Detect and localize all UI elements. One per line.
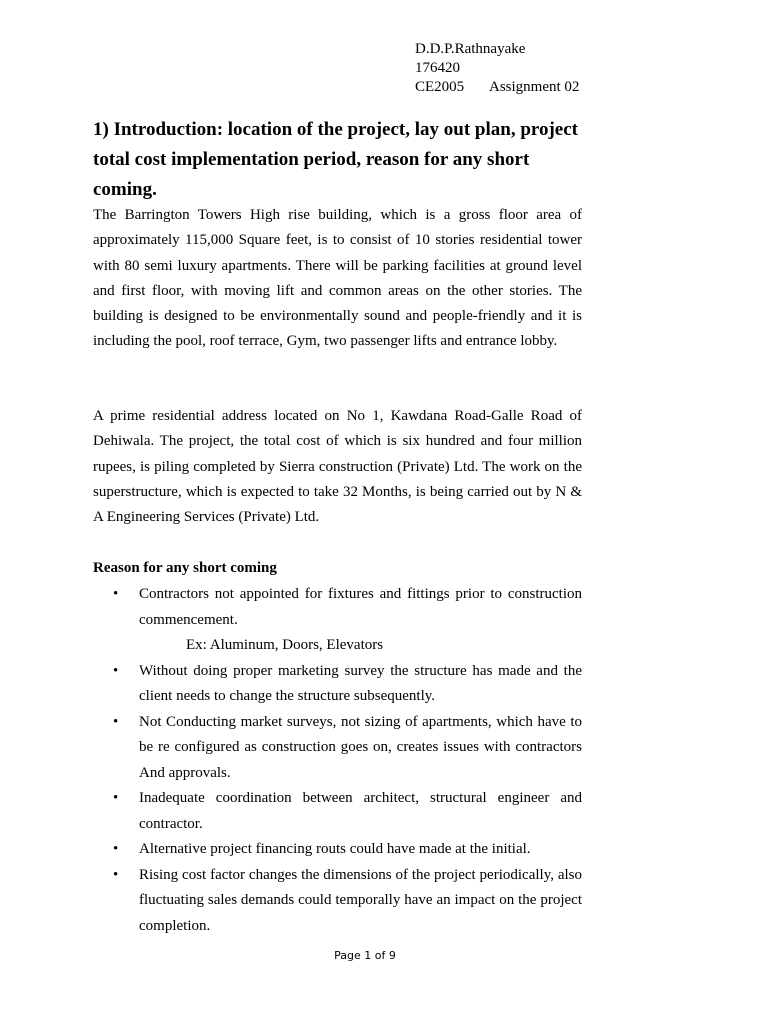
bullet-icon: • — [113, 790, 119, 806]
bullet-icon: • — [113, 866, 119, 883]
assignment-label: Assignment 02 — [489, 79, 580, 95]
section-title: 1) Introduction: location of the project, lay out plan, project total cost implementation period, reason for any short coming. — [93, 119, 579, 200]
paragraph-location-cost: A prime residential address located on No 1, Kawdana Road-Galle Road of Dehiwala. The project, the total cost of which is six hundred and four million rupees, is piling completed by Sierra construction (Private) Ltd. The work on the superstructure, which is expected to take 32 Months, is being carried out by N & A Engineering Services (Private) Ltd. — [93, 408, 582, 526]
list-item-text: Rising cost factor changes the dimensions of the project periodically, also fluctuating sales demands could temporally have an impact on the project completion. — [139, 866, 582, 934]
course-line — [415, 78, 579, 97]
paragraph-building-description: The Barrington Towers High rise building, which is a gross floor area of approximately 115,000 Square feet, is to consist of 10 stories residential tower with 80 semi luxury apartments. There will be parking facilities at ground level and first floor, with moving lift and common areas on the other stories. The building is designed to be environmentally sound and people-friendly and it is including the pool, roof terrace, Gym, two passenger lifts and entrance lobby. — [93, 207, 582, 350]
list-item — [93, 582, 582, 659]
bullet-icon: • — [113, 662, 119, 679]
page-number: Page 1 of 9 — [334, 949, 396, 962]
bullet-icon: • — [113, 841, 119, 857]
list-item — [93, 659, 582, 710]
author-name: D.D.P.Rathnayake — [415, 41, 526, 57]
list-item-text: Contractors not appointed for fixtures and fittings prior to construction commencement. — [139, 586, 582, 628]
reasons-heading: Reason for any short coming — [93, 560, 277, 576]
reasons-list — [93, 582, 582, 939]
document-header — [415, 40, 579, 97]
list-item — [93, 710, 582, 787]
list-item-example: Ex: Aluminum, Doors, Elevators — [186, 637, 384, 653]
student-id: 176420 — [415, 60, 460, 76]
list-item — [93, 863, 582, 940]
list-item-text: Inadequate coordination between architect, structural engineer and contractor. — [139, 790, 582, 832]
course-code: CE2005 — [415, 79, 465, 95]
list-item-text: Without doing proper marketing survey the structure has made and the client needs to change the structure subsequently. — [139, 662, 582, 704]
list-item-text: Not Conducting market surveys, not sizing of apartments, which have to be re configured as construction goes on, creates issues with contractors And approvals. — [139, 713, 582, 781]
list-item-text: Alternative project financing routs could have made at the initial. — [139, 841, 531, 857]
bullet-icon: • — [113, 713, 119, 730]
list-item — [93, 837, 582, 863]
list-item — [93, 786, 582, 837]
bullet-icon: • — [113, 586, 119, 602]
